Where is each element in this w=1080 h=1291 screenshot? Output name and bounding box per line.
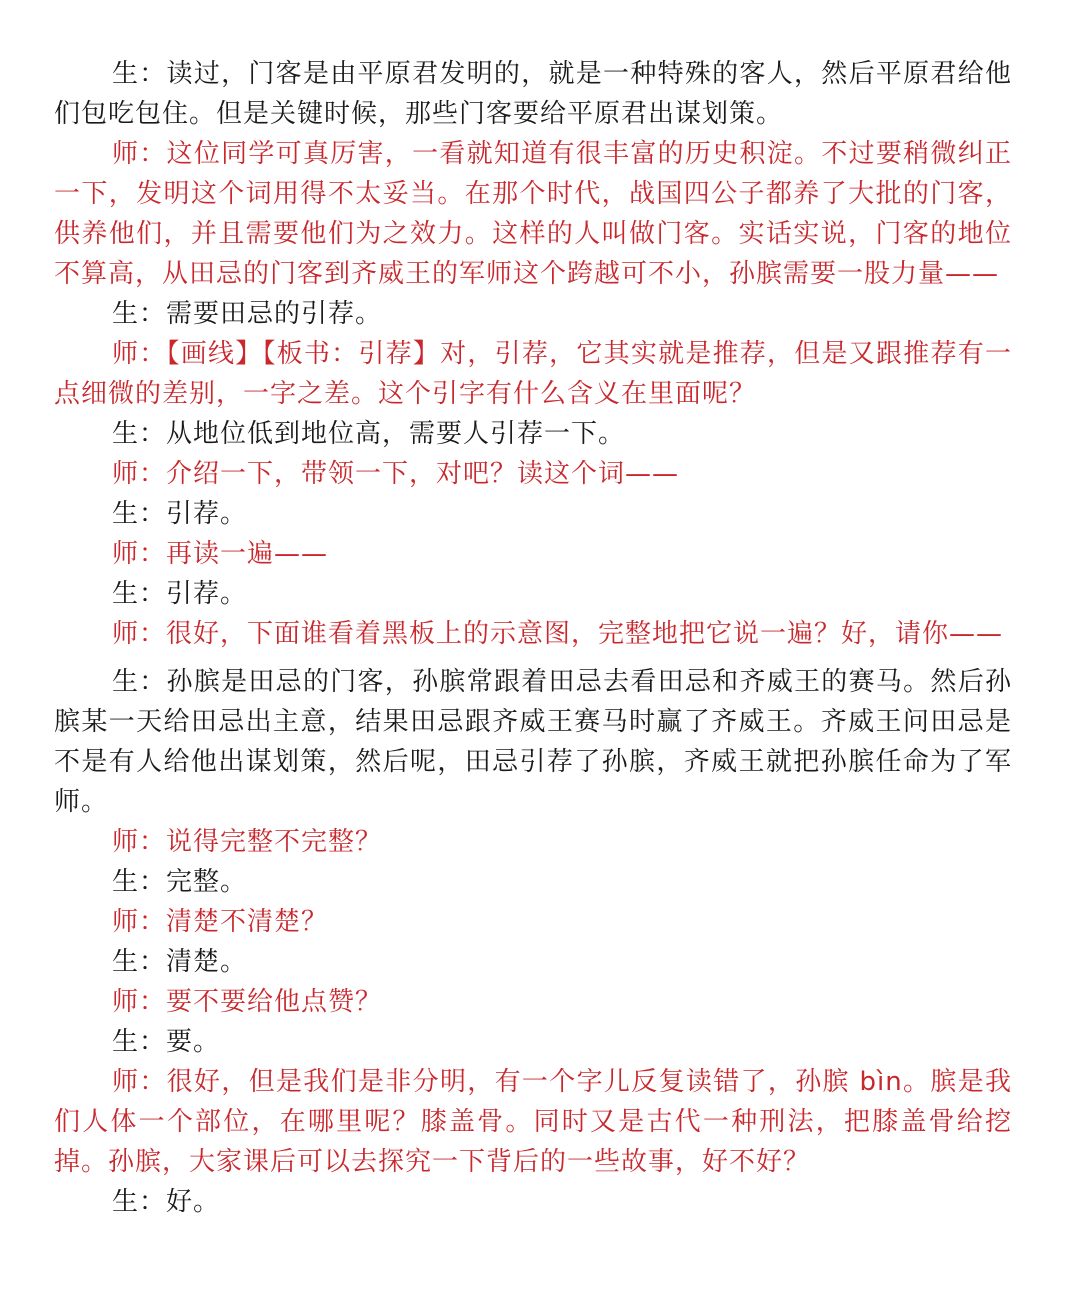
student-line: 生：读过，门客是由平原君发明的，就是一种特殊的客人，然后平原君给他们包吃包住。但是关键时候，那些门客要给平原君出谋划策。 bbox=[54, 59, 1012, 129]
paragraph-gap bbox=[54, 654, 1012, 662]
teacher-line: 师：清楚不清楚？ bbox=[112, 907, 329, 937]
student-line: 生：从地位低到地位高，需要人引荐一下。 bbox=[112, 419, 626, 449]
teacher-line: 师：【画线】【板书：引荐】对，引荐，它其实就是推荐，但是又跟推荐有一点细微的差别，一字之差。这个引字有什么含义在里面呢？ bbox=[54, 339, 1012, 409]
teacher-line: 师：说得完整不完整？ bbox=[112, 827, 383, 857]
student-line: 生：要。 bbox=[112, 1027, 221, 1057]
teacher-line: 师：这位同学可真厉害，一看就知道有很丰富的历史积淀。不过要稍微纠正一下，发明这个词用得不太妥当。在那个时代，战国四公子都养了大批的门客，供养他们，并且需要他们为之效力。这样的人叫做门客。实话实说，门客的地位不算高，从田忌的门客到齐威王的军师这个跨越可不小，孙膑需要一股力量—— bbox=[54, 139, 1012, 289]
student-line: 生：清楚。 bbox=[112, 947, 248, 977]
student-line: 生：完整。 bbox=[112, 867, 248, 897]
teacher-line: 师：很好，下面谁看着黑板上的示意图，完整地把它说一遍？好，请你—— bbox=[112, 619, 1004, 649]
teacher-line: 师：再读一遍—— bbox=[112, 539, 329, 569]
student-line: 生：引荐。 bbox=[112, 579, 248, 609]
transcript-document bbox=[54, 54, 1012, 1222]
student-line: 生：需要田忌的引荐。 bbox=[112, 299, 383, 329]
teacher-line: 师：很好，但是我们是非分明，有一个字儿反复读错了，孙膑 bìn。膑是我们人体一个部位，在哪里呢？膝盖骨。同时又是古代一种刑法，把膝盖骨给挖掉。孙膑，大家课后可以去探究一下背后的一些故事，好不好？ bbox=[54, 1067, 1012, 1177]
student-line: 生：孙膑是田忌的门客，孙膑常跟着田忌去看田忌和齐威王的赛马。然后孙膑某一天给田忌出主意，结果田忌跟齐威王赛马时赢了齐威王。齐威王问田忌是不是有人给他出谋划策，然后呢，田忌引荐了孙膑，齐威王就把孙膑任命为了军师。 bbox=[54, 667, 1012, 817]
student-line: 生：引荐。 bbox=[112, 499, 248, 529]
teacher-line: 师：介绍一下，带领一下，对吧？读这个词—— bbox=[112, 459, 680, 489]
student-line: 生：好。 bbox=[112, 1187, 221, 1217]
teacher-line: 师：要不要给他点赞？ bbox=[112, 987, 383, 1017]
